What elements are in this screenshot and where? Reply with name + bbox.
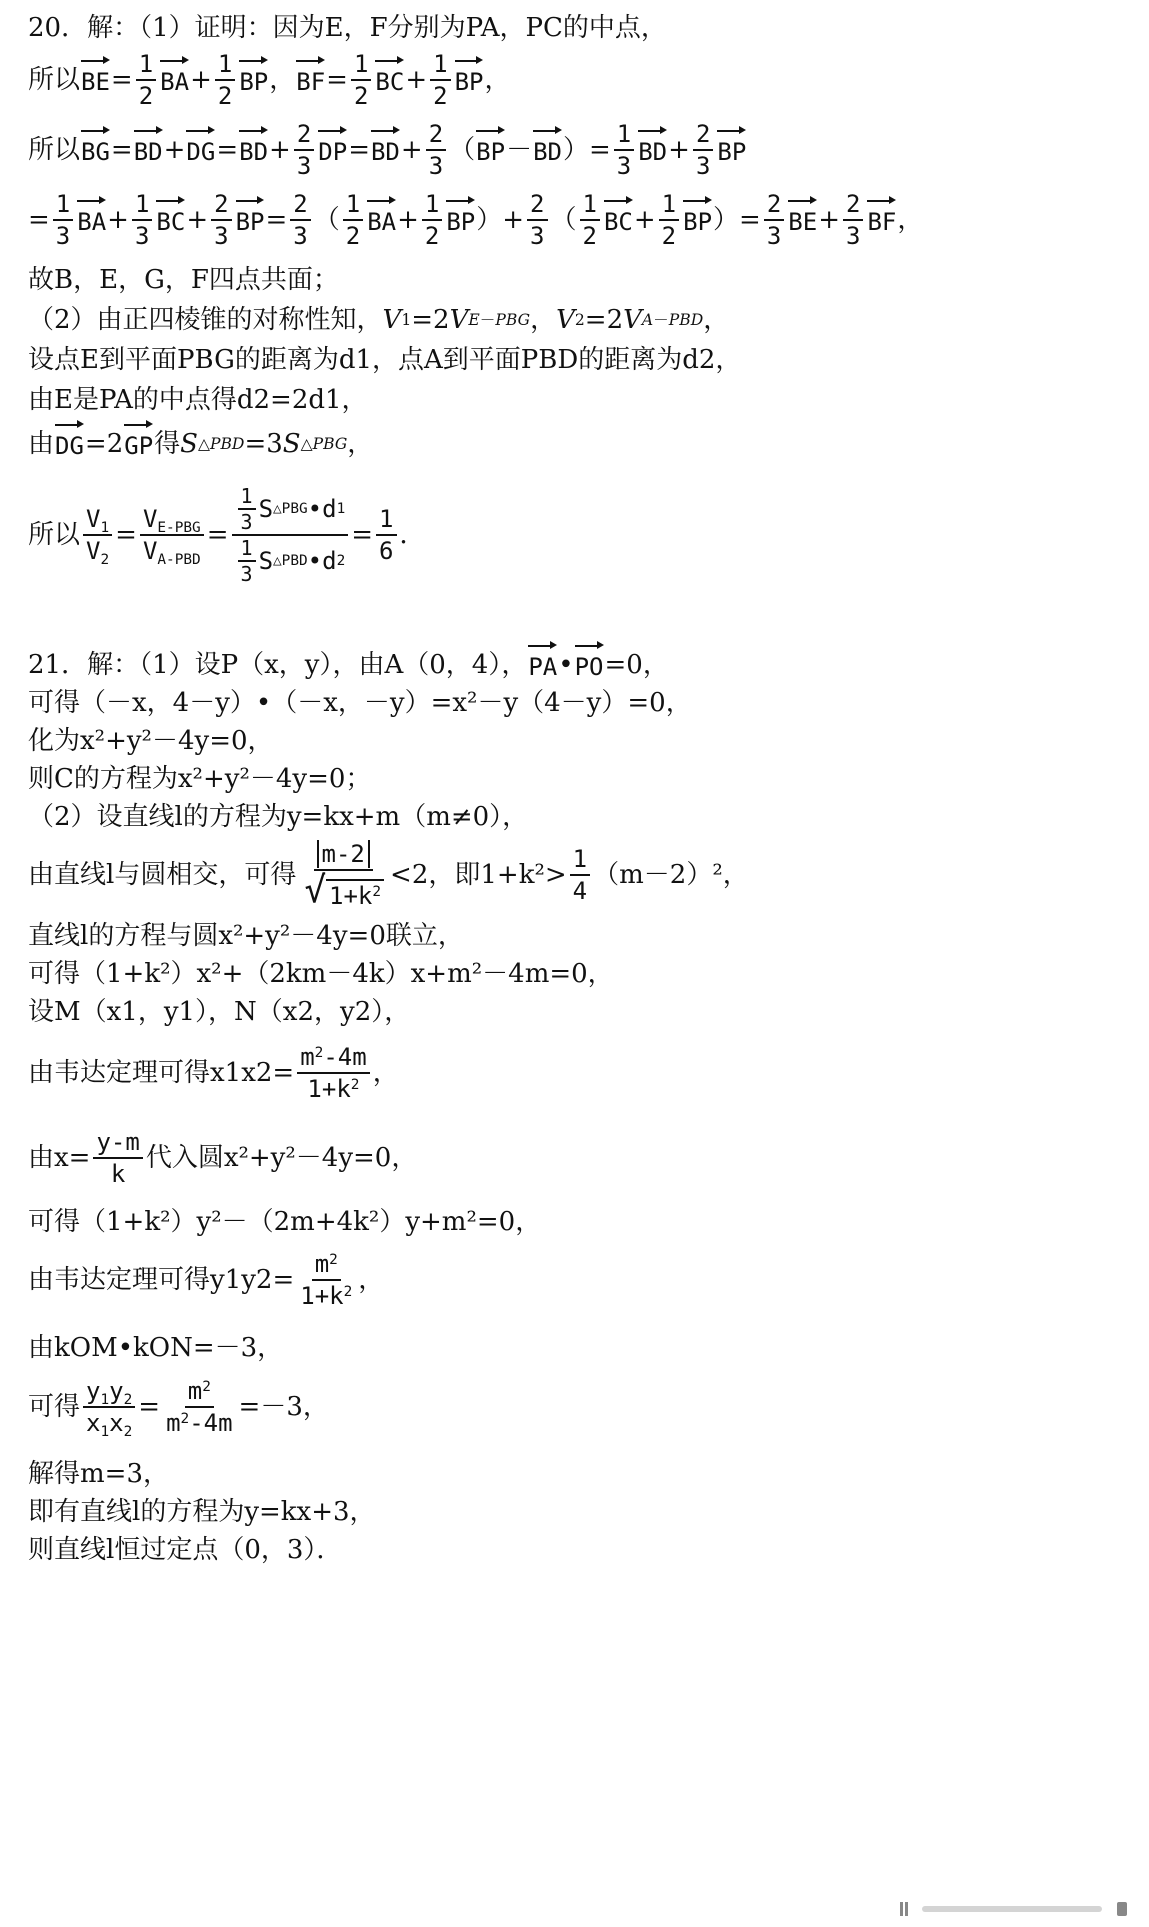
- p21-line4: 则C的方程为x²+y²－4y=0；: [28, 764, 372, 794]
- p21-line18: 则直线l恒过定点（0，3）．: [28, 1535, 343, 1565]
- p21-line11: 由x= $\frac{y-m}{k}$ 代入圆x²+y²－4y=0，: [28, 1128, 418, 1188]
- scroll-thumb[interactable]: [1117, 1902, 1127, 1916]
- vector-bf: BF: [296, 60, 325, 100]
- p20-line9: 由 DG =2 GP 得 S △PBD =3 S △PBG ，: [28, 424, 1118, 464]
- p20-line3: 所以 BG = BD + DG = BD + $\frac{2}{3}$ DP = BD + $\frac{2}{3}$ （ BP － BD ）= $\frac{1}{3}$ BD + $\frac{2}{3}$ BP: [28, 120, 747, 180]
- p21-line16: 解得m=3，: [28, 1459, 169, 1489]
- p21-line8: 可得（1+k²）x²+（2km－4k）x+m²－4m=0，: [28, 959, 614, 989]
- p20-line7: 设点E到平面PBG的距离为d1，点A到平面PBD的距离为d2，: [28, 345, 742, 375]
- p20-line6: （2）由正四棱锥的对称性知， V 1 =2 V E－PBG ， V 2 =2 V A－PBD ，: [28, 305, 730, 335]
- p21-line2: 可得（－x，4－y）•（－x，－y）=x²－y（4－y）=0，: [28, 688, 692, 718]
- p20-line1: [28, 10, 1118, 46]
- p21-line9: 设M（x1，y1），N（x2，y2），: [28, 997, 411, 1027]
- fraction: $\frac{1}{2}$: [136, 49, 156, 111]
- p20-line2: 所以 BE = $\frac{1}{2}$ BA + $\frac{1}{2}$ BP ， BF = $\frac{1}{2}$ BC + $\frac{1}{2}$ BP ，: [28, 50, 511, 110]
- p21-line3: 化为x²+y²－4y=0，: [28, 726, 274, 756]
- p21-line10: 由韦达定理可得x1x2= $\frac{m^2-4m}{1+k^2}$ ，: [28, 1043, 399, 1103]
- volume-ratio-fraction: $\frac{1}{3}$ S △PBG •d 1 $\frac{1}{3}$ S △PBD •d 2: [232, 484, 349, 586]
- vector-be: BE: [81, 60, 110, 100]
- scroll-track[interactable]: [922, 1906, 1102, 1912]
- p21-line7: 直线l的方程与圆x²+y²－4y=0联立，: [28, 921, 464, 951]
- p20-line10: 所以 $\frac{V_1}{V_2}$ = $\frac{V_{E-PBG}}{V_{A-PBD}}$ = $\frac{1}{3}$ S △PBG •d 1 $\frac{1}{3}$ S △PBD •d 2 = $\frac{1}{6}$ ．: [28, 484, 426, 586]
- p21-line15: 可得 $\frac{y_1y_2}{x_1x_2}$ = $\frac{m^2}{m^2-4m}$ =－3，: [28, 1377, 329, 1441]
- p20-line2-prefix: 所以: [28, 65, 81, 95]
- p21-line17: 即有直线l的方程为y=kx+3，: [28, 1497, 376, 1527]
- p21-line6: 由直线l与圆相交，可得 m-2 √ $1+k^2$ <2，即1+k²> $\frac{1}{4}$ （m－2）²，: [28, 840, 749, 911]
- p21-line14: 由kOM•kON=－3，: [28, 1333, 284, 1363]
- p20-line1-text: 20．解：（1）证明：因为E，F分别为PA，PC的中点，: [28, 13, 667, 43]
- p20-line4: = $\frac{1}{3}$ BA + $\frac{1}{3}$ BC + $\frac{2}{3}$ BP = $\frac{2}{3}$ （ $\frac{1}{2}$ BA + $\frac{1}{2}$ BP ）+ $\frac{2}{3}$ （ $\frac{1}{2}$ BC + $\frac{1}{2}$ BP ）= $\frac{2}{3}$ BE + $\frac{2}{3}$ BF ，: [28, 190, 924, 250]
- p21-line12: 可得（1+k²）y²－（2m+4k²）y+m²=0，: [28, 1207, 542, 1237]
- p21-line1: 21．解：（1）设P（x，y），由A（0，4）， PA • PO =0，: [28, 645, 1118, 685]
- p21-line5: （2）设直线l的方程为y=kx+m（m≠0），: [28, 802, 529, 832]
- p21-line13: 由韦达定理可得y1y2= $\frac{m^2}{1+k^2}$ ，: [28, 1250, 385, 1310]
- p20-line5: 故B，E，G，F四点共面；: [28, 265, 339, 295]
- p20-line8: 由E是PA的中点得d2=2d1，: [28, 385, 368, 415]
- scroll-grip-icon[interactable]: [900, 1902, 914, 1916]
- horizontal-scrollbar[interactable]: [900, 1900, 1129, 1918]
